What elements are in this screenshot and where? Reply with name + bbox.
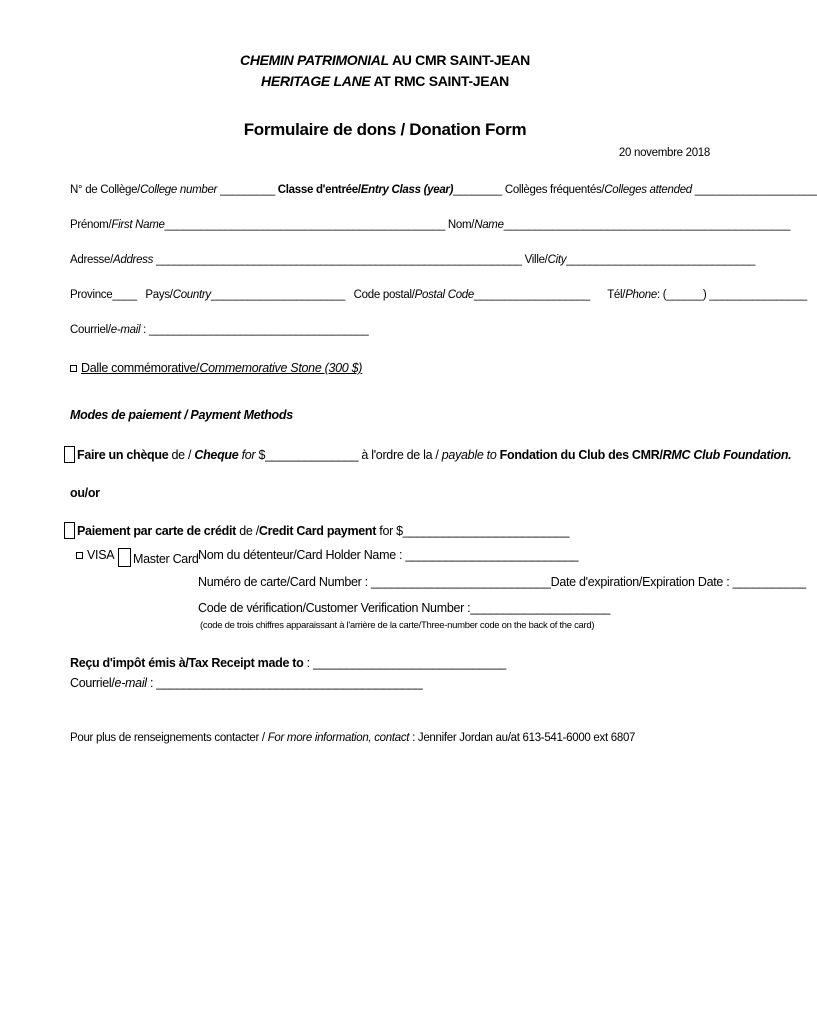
cvv-field[interactable]: Code de vérification/Customer Verification Number :_____________________ (198, 601, 611, 615)
province-field[interactable]: Province____ (70, 289, 137, 301)
cheque-option (64, 446, 791, 463)
visa-label: VISA (87, 548, 115, 562)
email-field[interactable]: : ____________________________________ (140, 324, 369, 336)
city-label: Ville/ (524, 254, 548, 266)
row-names (70, 219, 790, 231)
colleges-attended-field[interactable]: ____________________ (691, 184, 817, 196)
phone-label: Tél/ (607, 289, 626, 301)
email-label-en: e-mail (110, 324, 141, 336)
row-province (70, 289, 807, 301)
receipt-email-label-en: e-mail (114, 676, 147, 690)
cheque-label-en: Cheque (194, 448, 239, 462)
form-date: 20 novembre 2018 (618, 147, 710, 159)
card-number-field[interactable]: Numéro de carte/Card Number : ___________________________Date d'expiration/Expiration Date : ___________ (198, 575, 806, 589)
contact-details: : Jennifer Jordan au/at 613-541-6000 ext 6807 (409, 732, 636, 744)
first-name-label-en: First Name (111, 219, 165, 231)
city-field[interactable]: _______________________________ (566, 254, 756, 266)
first-name-field[interactable]: ______________________________________________ (164, 219, 446, 231)
header-french (0, 52, 770, 68)
contact-label-en: For more information, contact (267, 732, 410, 744)
first-name-label: Prénom/ (70, 219, 112, 231)
payment-methods-heading: Modes de paiement / Payment Methods (70, 408, 293, 422)
address-label: Adresse/ (70, 254, 113, 266)
page-title: Formulaire de dons / Donation Form (243, 120, 527, 139)
tax-receipt-field[interactable]: : _____________________________ (303, 656, 506, 670)
credit-card-option (64, 522, 569, 539)
cheque-amount-field[interactable]: $______________ à l'ordre de la / (255, 448, 442, 462)
header-english-italic: HERITAGE LANE (261, 73, 371, 89)
stone-label: Dalle commémorative/ (81, 361, 200, 375)
entry-class-label: Classe d'entrée/ (277, 184, 361, 196)
row-college (70, 184, 817, 196)
commemorative-stone-option[interactable] (70, 361, 362, 375)
visa-option[interactable] (76, 548, 114, 562)
phone-field[interactable]: : (______) ________________ (656, 289, 807, 301)
cheque-payable-to: payable to (441, 448, 497, 462)
cheque-checkbox[interactable] (64, 446, 75, 463)
receipt-email-field[interactable]: : ________________________________________ (146, 676, 423, 690)
country-label-en: Country (172, 289, 211, 301)
postal-code-label-en: Postal Code (414, 289, 474, 301)
card-holder-field[interactable]: Nom du détenteur/Card Holder Name : __________________________ (198, 548, 579, 562)
colleges-attended-label: Collèges fréquentés/ (504, 184, 605, 196)
credit-card-checkbox[interactable] (64, 522, 75, 539)
receipt-email-row (70, 676, 422, 690)
receipt-email-label: Courriel/ (70, 676, 115, 690)
row-address (70, 254, 755, 266)
address-label-en: Address (112, 254, 154, 266)
mastercard-option[interactable] (118, 548, 198, 567)
postal-code-label: Code postal/ (353, 289, 415, 301)
header-french-italic: CHEMIN PATRIMONIAL (240, 52, 389, 68)
postal-code-field[interactable]: ___________________ (474, 289, 590, 301)
credit-card-label: Paiement par carte de crédit (77, 524, 237, 538)
credit-card-label-en: Credit Card payment (258, 524, 377, 538)
cheque-payee-en: RMC Club Foundation. (662, 448, 792, 462)
header-french-rest: AU CMR SAINT-JEAN (388, 52, 530, 68)
stone-label-en: Commemorative Stone (300 $) (199, 361, 363, 375)
country-label: Pays/ (145, 289, 173, 301)
college-number-field[interactable]: _________ (217, 184, 275, 196)
contact-line (70, 732, 635, 744)
phone-label-en: Phone (625, 289, 657, 301)
header-english-rest: AT RMC SAINT-JEAN (370, 73, 509, 89)
credit-card-label-de: de / (236, 524, 259, 538)
tax-receipt-row (70, 656, 506, 670)
stone-checkbox[interactable] (70, 365, 77, 372)
mastercard-label: Master Card (133, 552, 199, 566)
entry-class-label-en: Entry Class (year) (360, 184, 454, 196)
header-english (0, 73, 770, 89)
last-name-label: Nom/ (447, 219, 475, 231)
cheque-label: Faire un chèque (77, 448, 169, 462)
cheque-label-for: for (238, 448, 256, 462)
row-email (70, 324, 368, 336)
cheque-label-de: de / (168, 448, 195, 462)
credit-card-amount-field[interactable]: for $_________________________ (376, 524, 570, 538)
colleges-attended-label-en: Colleges attended (604, 184, 692, 196)
entry-class-field[interactable]: ________ (453, 184, 502, 196)
city-label-en: City (547, 254, 567, 266)
cheque-payee-fr: Fondation du Club des CMR/ (496, 448, 663, 462)
tax-receipt-label: Reçu d'impôt émis à/Tax Receipt made to (70, 656, 304, 670)
address-field[interactable]: ____________________________________________________________ (153, 254, 522, 266)
college-number-label: N° de Collège/ (70, 184, 141, 196)
or-separator: ou/or (70, 486, 100, 500)
cvv-note: (code de trois chiffres apparaissant à l'arrière de la carte/Three-number code on the back of the card) (200, 620, 595, 631)
last-name-label-en: Name (474, 219, 504, 231)
country-field[interactable]: ______________________ (210, 289, 345, 301)
email-label: Courriel/ (70, 324, 111, 336)
college-number-label-en: College number (140, 184, 218, 196)
contact-label: Pour plus de renseignements contacter / (70, 732, 268, 744)
mastercard-checkbox[interactable] (118, 548, 131, 567)
visa-checkbox[interactable] (76, 552, 83, 559)
last-name-field[interactable]: _______________________________________________ (503, 219, 791, 231)
